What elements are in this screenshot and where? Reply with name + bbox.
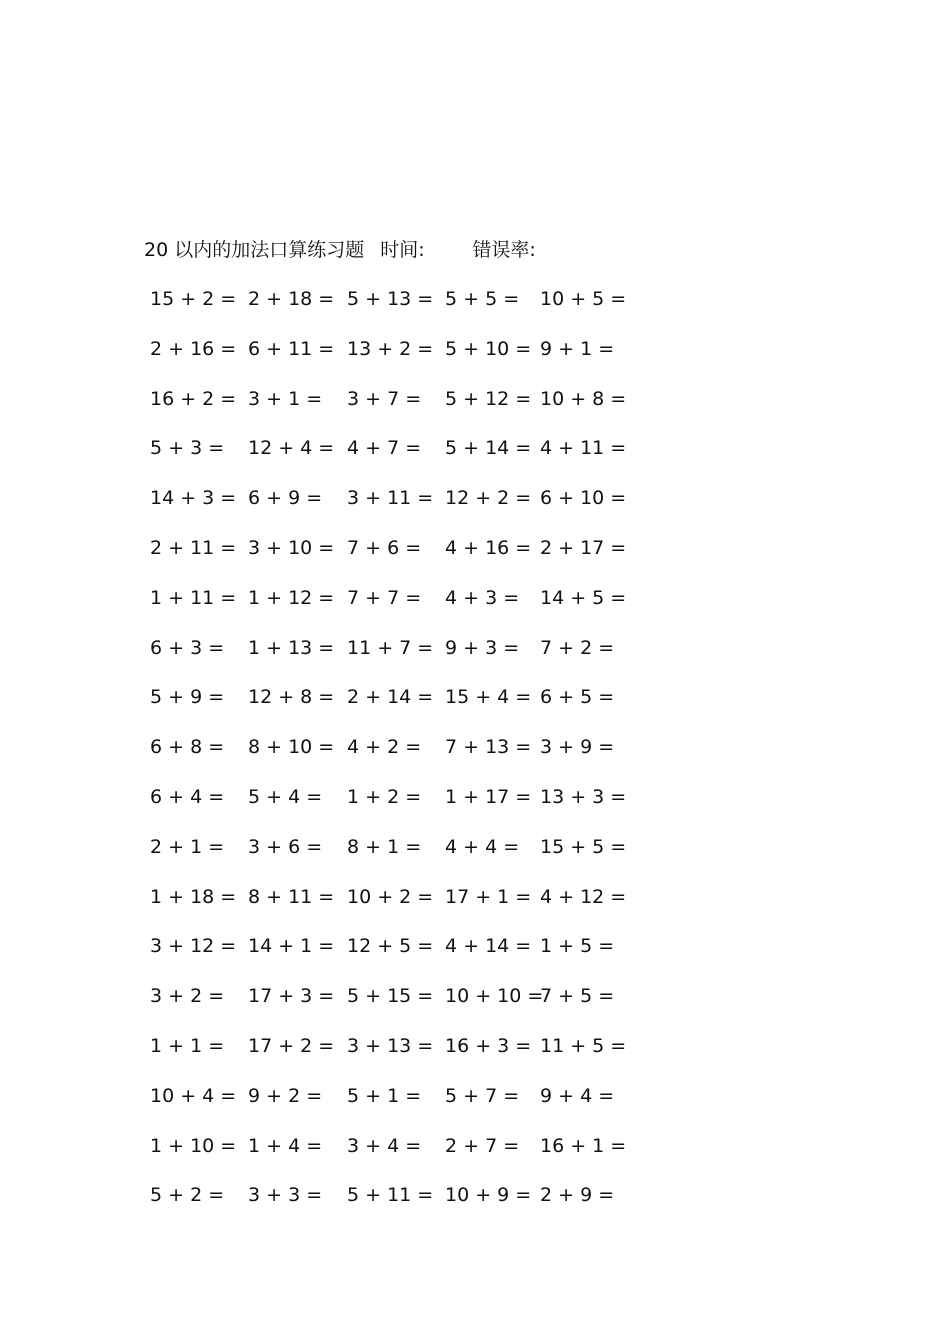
addition-problem: 2 + 16 = <box>150 337 237 360</box>
addition-problem: 3 + 9 = <box>540 736 615 759</box>
addition-problem: 7 + 13 = <box>445 736 532 759</box>
addition-problem: 14 + 1 = <box>248 935 335 958</box>
addition-problem: 9 + 1 = <box>540 337 615 360</box>
addition-problem: 3 + 10 = <box>248 536 335 559</box>
addition-problem: 2 + 18 = <box>248 288 335 310</box>
addition-problem: 10 + 2 = <box>347 885 434 908</box>
addition-problem: 7 + 5 = <box>540 985 615 1008</box>
error-rate-label: 错误率: <box>472 239 536 261</box>
addition-problem: 1 + 12 = <box>248 586 335 609</box>
addition-problem: 2 + 11 = <box>150 536 237 559</box>
addition-problem: 5 + 3 = <box>150 437 225 460</box>
addition-problem: 15 + 4 = <box>445 686 532 709</box>
addition-problem: 12 + 2 = <box>445 487 532 510</box>
addition-problem: 4 + 3 = <box>445 586 520 609</box>
addition-problem: 5 + 10 = <box>445 337 532 360</box>
addition-problem: 3 + 6 = <box>248 835 323 858</box>
addition-problem: 10 + 4 = <box>150 1084 237 1107</box>
addition-problem: 17 + 1 = <box>445 885 532 908</box>
addition-problem: 8 + 10 = <box>248 736 335 759</box>
addition-problem: 2 + 9 = <box>540 1184 615 1207</box>
addition-problem: 5 + 14 = <box>445 437 532 460</box>
addition-problem: 16 + 1 = <box>540 1134 627 1157</box>
addition-problem: 1 + 2 = <box>347 785 422 808</box>
addition-problem: 2 + 7 = <box>445 1134 520 1157</box>
addition-problem: 1 + 17 = <box>445 785 532 808</box>
addition-problem: 3 + 2 = <box>150 985 225 1008</box>
addition-problem: 1 + 10 = <box>150 1134 237 1157</box>
addition-problem: 3 + 13 = <box>347 1034 434 1057</box>
worksheet-header <box>144 236 536 264</box>
addition-problem: 5 + 1 = <box>347 1084 422 1107</box>
addition-problem: 5 + 13 = <box>347 288 434 310</box>
addition-problem: 1 + 18 = <box>150 885 237 908</box>
addition-problem: 6 + 5 = <box>540 686 615 709</box>
addition-problem: 1 + 11 = <box>150 586 237 609</box>
addition-problem: 4 + 2 = <box>347 736 422 759</box>
addition-problem: 9 + 3 = <box>445 636 520 659</box>
worksheet-title: 20 以内的加法口算练习题 <box>144 239 365 261</box>
addition-problem: 1 + 5 = <box>540 935 615 958</box>
addition-problem: 14 + 5 = <box>540 586 627 609</box>
addition-problem: 7 + 7 = <box>347 586 422 609</box>
addition-problem: 6 + 11 = <box>248 337 335 360</box>
addition-problem: 11 + 5 = <box>540 1034 627 1057</box>
addition-problem: 2 + 14 = <box>347 686 434 709</box>
addition-problem: 17 + 3 = <box>248 985 335 1008</box>
addition-problem: 6 + 10 = <box>540 487 627 510</box>
addition-problem: 7 + 2 = <box>540 636 615 659</box>
addition-problem: 3 + 11 = <box>347 487 434 510</box>
addition-problem: 15 + 2 = <box>150 288 237 310</box>
time-label: 时间: <box>380 239 425 261</box>
addition-problem: 12 + 4 = <box>248 437 335 460</box>
addition-problem: 3 + 12 = <box>150 935 237 958</box>
addition-problem: 5 + 2 = <box>150 1184 225 1207</box>
addition-problem: 4 + 7 = <box>347 437 422 460</box>
addition-problem: 3 + 3 = <box>248 1184 323 1207</box>
addition-problem: 3 + 4 = <box>347 1134 422 1157</box>
addition-problem: 1 + 1 = <box>150 1034 225 1057</box>
addition-problem: 4 + 14 = <box>445 935 532 958</box>
addition-problem: 4 + 12 = <box>540 885 627 908</box>
addition-problem: 7 + 6 = <box>347 536 422 559</box>
addition-problem: 1 + 4 = <box>248 1134 323 1157</box>
addition-problem: 2 + 17 = <box>540 536 627 559</box>
addition-problem: 16 + 2 = <box>150 387 237 410</box>
addition-problem: 3 + 7 = <box>347 387 422 410</box>
addition-problem: 5 + 11 = <box>347 1184 434 1207</box>
addition-problem: 10 + 10 = <box>445 985 544 1008</box>
addition-problem: 6 + 8 = <box>150 736 225 759</box>
addition-problem: 12 + 8 = <box>248 686 335 709</box>
addition-problem: 5 + 4 = <box>248 785 323 808</box>
addition-problem: 15 + 5 = <box>540 835 627 858</box>
addition-problem: 8 + 1 = <box>347 835 422 858</box>
addition-problem: 12 + 5 = <box>347 935 434 958</box>
addition-problem: 5 + 12 = <box>445 387 532 410</box>
addition-problem: 10 + 5 = <box>540 288 627 310</box>
addition-problem: 6 + 4 = <box>150 785 225 808</box>
addition-problem: 6 + 9 = <box>248 487 323 510</box>
addition-problem: 13 + 3 = <box>540 785 627 808</box>
addition-problem: 4 + 11 = <box>540 437 627 460</box>
addition-problem: 5 + 7 = <box>445 1084 520 1107</box>
addition-problem: 5 + 15 = <box>347 985 434 1008</box>
addition-problem: 17 + 2 = <box>248 1034 335 1057</box>
addition-problem: 6 + 3 = <box>150 636 225 659</box>
addition-problem: 11 + 7 = <box>347 636 434 659</box>
addition-problem: 13 + 2 = <box>347 337 434 360</box>
addition-problem: 3 + 1 = <box>248 387 323 410</box>
addition-problem: 8 + 11 = <box>248 885 335 908</box>
addition-problem: 10 + 9 = <box>445 1184 532 1207</box>
addition-problem: 5 + 9 = <box>150 686 225 709</box>
addition-problem: 2 + 1 = <box>150 835 225 858</box>
addition-problem: 4 + 16 = <box>445 536 532 559</box>
addition-problem: 5 + 5 = <box>445 288 520 310</box>
addition-problem: 9 + 4 = <box>540 1084 615 1107</box>
addition-problem: 14 + 3 = <box>150 487 237 510</box>
addition-problem: 1 + 13 = <box>248 636 335 659</box>
addition-problem: 4 + 4 = <box>445 835 520 858</box>
addition-problem: 16 + 3 = <box>445 1034 532 1057</box>
addition-problem: 10 + 8 = <box>540 387 627 410</box>
addition-problem: 9 + 2 = <box>248 1084 323 1107</box>
